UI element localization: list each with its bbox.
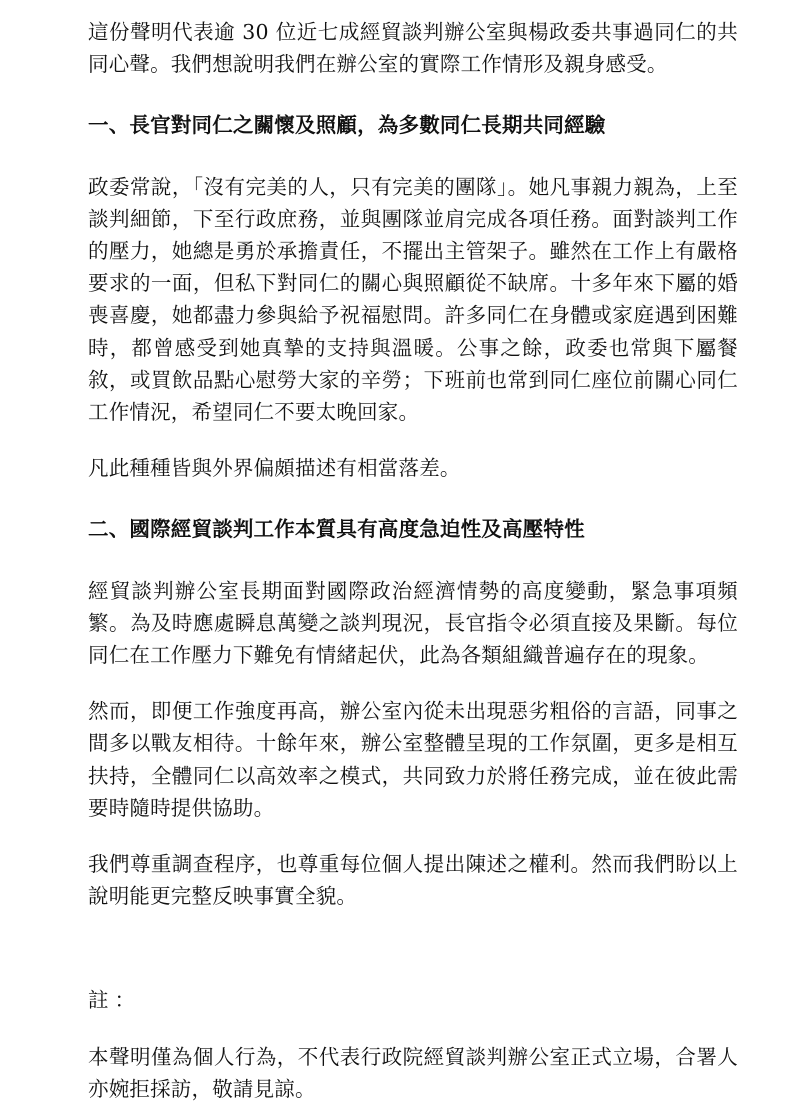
intro-paragraph: 這份聲明代表逾 30 位近七成經貿談判辦公室與楊政委共事過同仁的共同心聲。我們想說明我們在辦公室的實際工作情形及親身感受。 xyxy=(88,20,738,77)
section-1-paragraph-2: 凡此種種皆與外界偏頗描述有相當落差。 xyxy=(88,456,461,481)
section-1-heading: 一、長官對同仁之關懷及照顧，為多數同仁長期共同經驗 xyxy=(88,113,606,138)
section-2-heading: 二、國際經貿談判工作本質具有高度急迫性及高壓特性 xyxy=(88,517,585,542)
note-label: 註： xyxy=(88,988,141,1013)
section-2-paragraph-2: 然而，即便工作強度再高，辦公室內從未出現惡劣粗俗的言語，同事之間多以戰友相待。十餘年來，辦公室整體呈現的工作氛圍，更多是相互扶持，全體同仁以高效率之模式，共同致力於將任務完成，並在彼此需要時隨時提供協助。 xyxy=(88,699,738,820)
section-1-paragraph-1: 政委常說，「沒有完美的人，只有完美的團隊」。她凡事親力親為，上至談判細節，下至行政庶務，並與團隊並肩完成各項任務。面對談判工作的壓力，她總是勇於承擔責任，不擺出主管架子。雖然在工作上有嚴格要求的一面，但私下對同仁的關心與照顧從不缺席。十多年來下屬的婚喪喜慶，她都盡力參與給予祝福慰問。許多同仁在身體或家庭遇到困難時，都曾感受到她真摯的支持與溫暖。公事之餘，政委也常與下屬餐敘，或買飲品點心慰勞大家的辛勞；下班前也常到同仁座位前關心同仁工作情況，希望同仁不要太晚回家。 xyxy=(88,174,738,425)
closing-paragraph: 我們尊重調查程序，也尊重每位個人提出陳述之權利。然而我們盼以上說明能更完整反映事實全貌。 xyxy=(88,852,738,909)
note-text: 本聲明僅為個人行為，不代表行政院經貿談判辦公室正式立場，合署人亦婉拒採訪，敬請見諒。 xyxy=(88,1044,738,1101)
statement-document xyxy=(88,16,738,1105)
section-2-paragraph-1: 經貿談判辦公室長期面對國際政治經濟情勢的高度變動，緊急事項頻繁。為及時應處瞬息萬變之談判現況，長官指令必須直接及果斷。每位同仁在工作壓力下難免有情緒起伏，此為各類組織普遍存在的現象。 xyxy=(88,578,738,668)
